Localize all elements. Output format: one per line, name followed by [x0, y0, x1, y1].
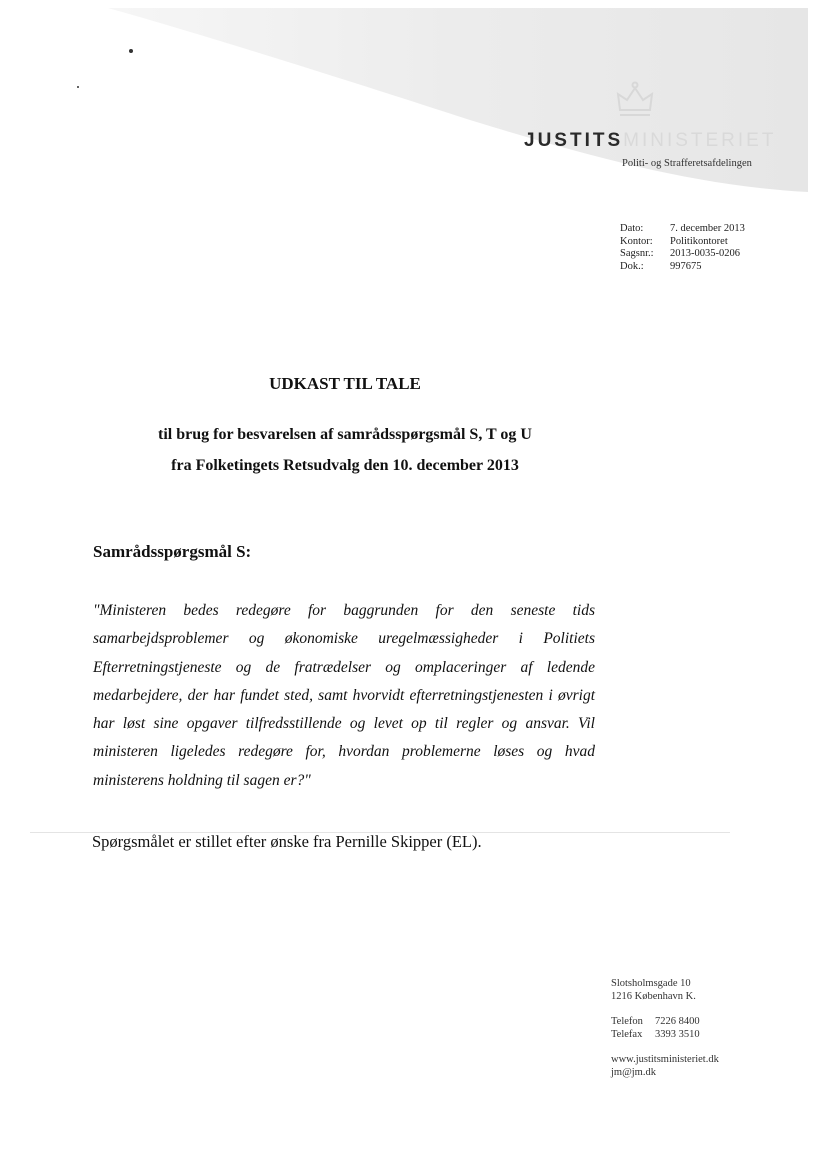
document-title: UDKAST TIL TALE [269, 374, 421, 393]
email-link[interactable]: jm@jm.dk [611, 1066, 656, 1078]
footer-phone [611, 1016, 700, 1041]
document-meta [620, 223, 745, 273]
meta-row-case-number [620, 248, 745, 261]
fax-row [611, 1029, 700, 1042]
fax-value: 3393 3510 [655, 1028, 700, 1040]
department-name: Politi- og Strafferetsafdelingen [622, 158, 752, 169]
section-heading: Samrådsspørgsmål S: [93, 542, 252, 561]
meta-row-document [620, 261, 745, 274]
document-subtitle-line1: til brug for besvarelsen af samrådsspørgsmål S, T og U [158, 426, 532, 443]
scan-speck [77, 86, 79, 88]
footer-address [611, 978, 696, 1003]
document-subtitle-line2: fra Folketingets Retsudvalg den 10. december 2013 [171, 457, 519, 474]
meta-value: 7. december 2013 [670, 223, 745, 234]
phone-row [611, 1016, 700, 1029]
address-line: Slotsholmsgade 10 [611, 978, 691, 989]
address-line: 1216 København K. [611, 990, 696, 1002]
scan-speck [129, 49, 133, 53]
logo-strong-text: JUSTITS [524, 130, 624, 151]
meta-value: Politikontoret [670, 235, 728, 247]
fax-label: Telefax [611, 1028, 643, 1040]
meta-label: Kontor: [620, 235, 653, 247]
website-link[interactable]: www.justitsministeriet.dk [611, 1054, 719, 1065]
asked-by-text: Spørgsmålet er stillet efter ønske fra Pernille Skipper (EL). [92, 832, 482, 851]
question-text: "Ministeren bedes redegøre for baggrunden for den seneste tids samarbejdsproblemer og økonomiske uregelmæssigheder i Politiets Efterretningstjeneste og de fratrædelser og omplaceringer af ledende medarbejdere, der har fundet sted, samt hvorvidt efterretningstjenesten i øvrigt har løst sine opgaver tilfredsstillende og levet op til regler og ansvar. Vil ministeren ligeledes redegøre for, hvordan problemerne løses og hvad ministerens holdning til sagen er?" [93, 602, 595, 789]
phone-label: Telefon [611, 1016, 643, 1027]
phone-value: 7226 8400 [655, 1016, 700, 1027]
header-band [0, 0, 828, 210]
meta-row-date [620, 223, 745, 236]
meta-label: Sagsnr.: [620, 248, 654, 259]
meta-label: Dato: [620, 223, 644, 234]
crown-logo-icon [614, 80, 656, 120]
logo-light-text: MINISTERIET [623, 130, 777, 151]
meta-value: 997675 [670, 260, 702, 272]
meta-row-office [620, 236, 745, 249]
meta-value: 2013-0035-0206 [670, 248, 740, 259]
meta-label: Dok.: [620, 260, 644, 272]
ministry-logo [524, 130, 776, 152]
footer-web [611, 1054, 719, 1079]
